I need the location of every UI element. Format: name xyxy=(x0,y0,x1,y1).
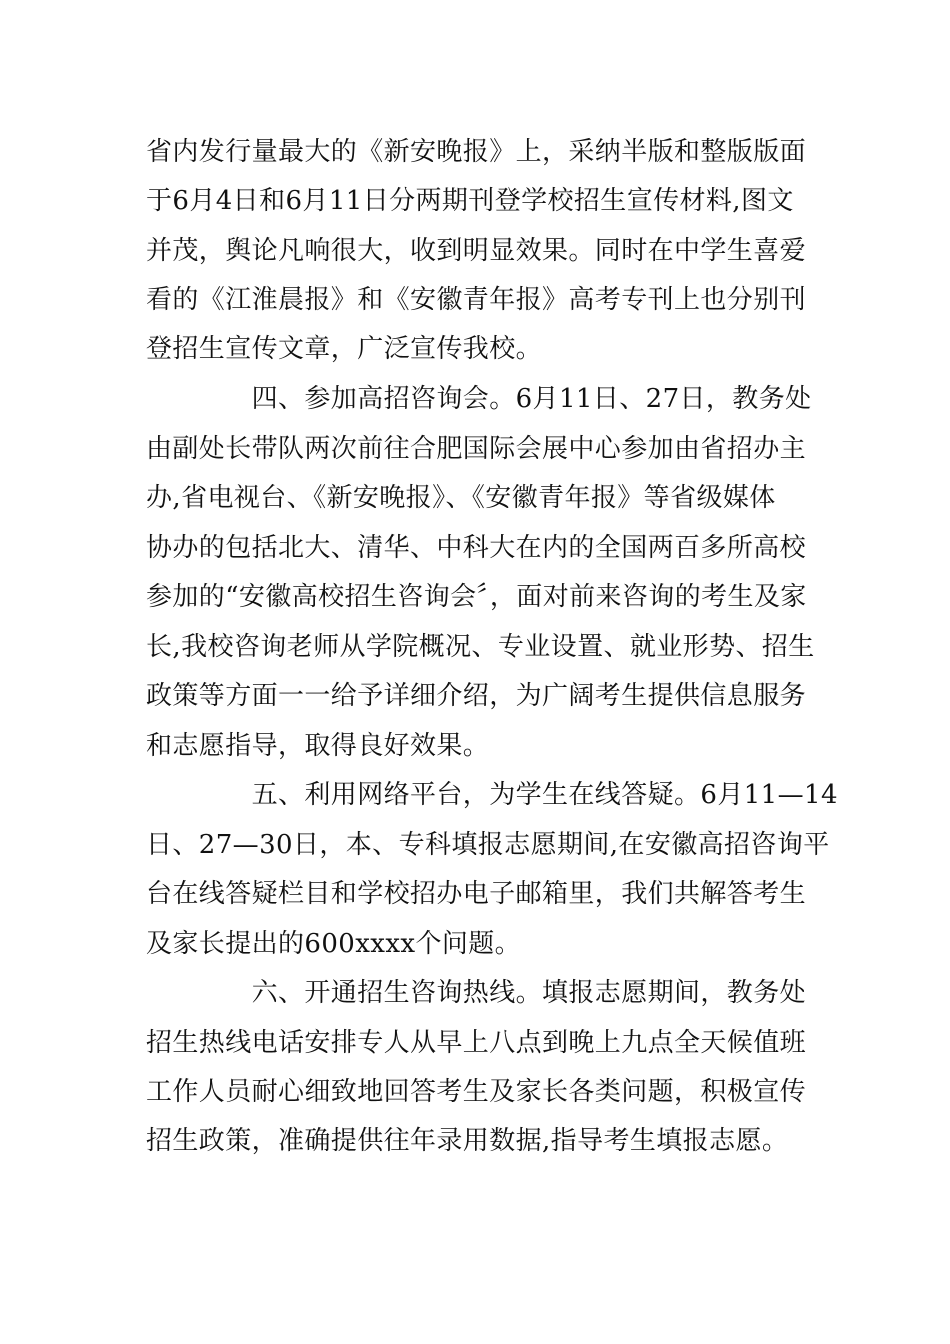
text-line-20: 工作人员耐心细致地回答考生及家长各类问题，积极宣传 xyxy=(146,1077,807,1107)
text-line-7: 由副处长带队两次前往合肥国际会展中心参加由省招办主 xyxy=(146,434,807,464)
text-line-2: 于6月4日和6月11日分两期刊登学校招生宣传材料,图文 xyxy=(146,186,794,216)
text-line-14: 五、利用网络平台，为学生在线答疑。6月11—14 xyxy=(146,780,838,810)
text-line-18: 六、开通招生咨询热线。填报志愿期间，教务处 xyxy=(146,978,807,1008)
text-line-17: 及家长提出的600xxxx个问题。 xyxy=(146,929,522,959)
text-line-16: 台在线答疑栏目和学校招办电子邮箱里，我们共解答考生 xyxy=(146,879,807,909)
text-line-5: 登招生宣传文章，广泛宣传我校。 xyxy=(146,334,543,364)
text-line-21: 招生政策，准确提供往年录用数据,指导考生填报志愿。 xyxy=(146,1126,789,1156)
text-line-3: 并茂，舆论凡响很大，收到明显效果。同时在中学生喜爱 xyxy=(146,236,807,266)
text-line-6: 四、参加高招咨询会。6月11日、27日，教务处 xyxy=(146,384,812,414)
text-line-10: 参加的“安徽高校招生咨询会〞，面对前来咨询的考生及家 xyxy=(146,582,807,612)
text-line-12: 政策等方面一一给予详细介绍，为广阔考生提供信息服务 xyxy=(146,681,807,711)
text-line-9: 协办的包括北大、清华、中科大在内的全国两百多所高校 xyxy=(146,533,807,563)
text-line-4: 看的《江淮晨报》和《安徽青年报》高考专刊上也分别刊 xyxy=(146,285,807,315)
text-line-19: 招生热线电话安排专人从早上八点到晚上九点全天候值班 xyxy=(146,1028,807,1058)
text-line-13: 和志愿指导，取得良好效果。 xyxy=(146,731,490,761)
text-line-11: 长,我校咨询老师从学院概况、专业设置、就业形势、招生 xyxy=(146,632,815,662)
text-line-8: 办,省电视台、《新安晚报》、《安徽青年报》等省级媒体 xyxy=(146,483,776,513)
text-line-15: 日、27—30日，本、专科填报志愿期间,在安徽高招咨询平 xyxy=(146,830,830,860)
text-line-1: 省内发行量最大的《新安晚报》上，采纳半版和整版版面 xyxy=(146,137,807,167)
